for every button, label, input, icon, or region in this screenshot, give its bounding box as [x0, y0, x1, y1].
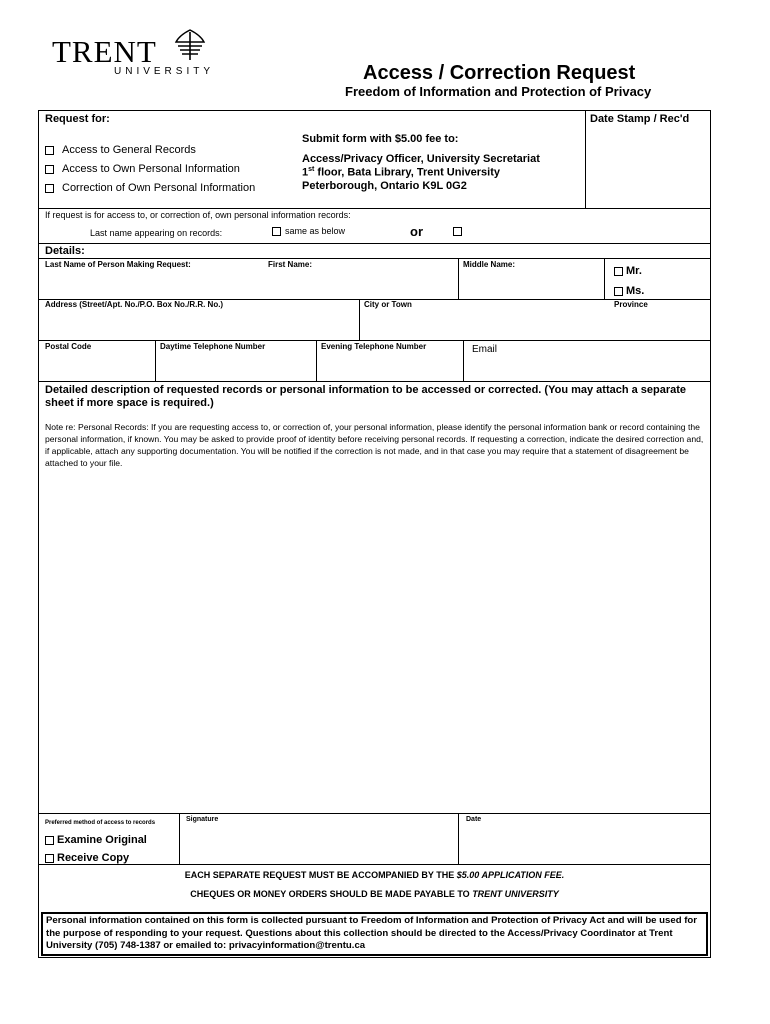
trent-logo — [52, 34, 215, 78]
page-title: Access / Correction Request — [363, 62, 636, 84]
receive-copy-option[interactable]: Receive Copy — [45, 852, 129, 864]
logo-subtitle: UNIVERSITY — [114, 66, 215, 77]
middle-name-label: Middle Name: — [463, 260, 516, 269]
divider-details — [38, 243, 711, 244]
examine-original-option[interactable]: Examine Original — [45, 834, 147, 846]
checkbox-receive[interactable] — [45, 854, 54, 863]
submit-line: Submit form with $5.00 fee to: — [302, 133, 459, 145]
address-line2: 1st floor, Bata Library, Trent University — [302, 166, 500, 179]
privacy-notice: Personal information contained on this form is collected pursuant to Freedom of Information and Protection of Privacy Act and will be used for the purpose of responding to your request. Questions about this collection should be directed to the Access/Privacy Coordinator at Trent University (705) 748-1387 or emailed to: privacyinformation@trentu.ca — [46, 915, 698, 951]
logo-tree-icon — [172, 28, 208, 62]
description-note: Note re: Personal Records: If you are requesting access to, or correction of, your personal information, please identify the personal information bank or record containing the personal information, if known. You may be asked to provide proof of identity before receiving personal records. If requesting a correction, indicate the desired correction and, if applicable, attach any supporting documentation. You will be notified if the correction is not made, and in that case you may require that a statement of disagreement be attached to your file. — [45, 422, 704, 468]
email-label: Email — [472, 344, 498, 355]
address-line3: Peterborough, Ontario K9L 0G2 — [302, 180, 467, 192]
date-stamp-divider — [585, 110, 586, 209]
mr-option[interactable]: Mr. — [614, 265, 642, 277]
logo-wordmark: TRENT — [52, 34, 157, 69]
checkbox-same-as-below[interactable] — [272, 227, 281, 236]
divider-top — [38, 208, 711, 209]
city-label: City or Town — [364, 300, 412, 309]
last-name-label: Last Name of Person Making Request: — [45, 260, 191, 269]
details-heading: Details: — [45, 245, 85, 257]
checkbox-or[interactable] — [453, 227, 462, 236]
province-label: Province — [614, 300, 648, 309]
date-label: Date — [466, 816, 482, 823]
or-label: or — [410, 224, 423, 239]
first-name-label: First Name: — [268, 260, 313, 269]
checkbox-correction[interactable] — [45, 184, 54, 193]
checkbox-ms[interactable] — [614, 287, 623, 296]
date-stamp-label: Date Stamp / Rec'd — [590, 113, 690, 125]
evening-phone-label: Evening Telephone Number — [321, 342, 427, 351]
request-option-general[interactable]: Access to General Records — [45, 144, 196, 156]
fee-notice-line2: CHEQUES OR MONEY ORDERS SHOULD BE MADE PAYABLE TO TRENT UNIVERSITY — [190, 889, 559, 899]
description-heading: Detailed description of requested records or personal information to be accessed or corrected. (You may attach a separate sheet if more space is required.) — [45, 384, 687, 409]
address-label: Address (Street/Apt. No./P.O. Box No./R.R. No.) — [45, 300, 224, 309]
address-line1: Access/Privacy Officer, University Secretariat — [302, 153, 540, 165]
ms-option[interactable]: Ms. — [614, 285, 644, 297]
request-for-label: Request for: — [45, 113, 110, 125]
preferred-method-label: Preferred method of access to records — [45, 820, 156, 826]
checkbox-examine[interactable] — [45, 836, 54, 845]
same-as-below-option[interactable]: same as below — [272, 226, 345, 236]
request-option-own[interactable]: Access to Own Personal Information — [45, 163, 240, 175]
checkbox-general[interactable] — [45, 146, 54, 155]
request-option-correction[interactable]: Correction of Own Personal Information — [45, 182, 255, 194]
personal-note: If request is for access to, or correction of, own personal information records: — [45, 210, 351, 220]
daytime-phone-label: Daytime Telephone Number — [160, 342, 266, 351]
checkbox-own[interactable] — [45, 165, 54, 174]
last-name-records-label: Last name appearing on records: — [90, 228, 223, 238]
checkbox-mr[interactable] — [614, 267, 623, 276]
signature-label: Signature — [186, 816, 219, 823]
fee-notice-line1: EACH SEPARATE REQUEST MUST BE ACCOMPANIED BY THE $5.00 APPLICATION FEE. — [184, 870, 565, 880]
postal-code-label: Postal Code — [45, 342, 92, 351]
page-subtitle: Freedom of Information and Protection of Privacy — [345, 84, 652, 99]
